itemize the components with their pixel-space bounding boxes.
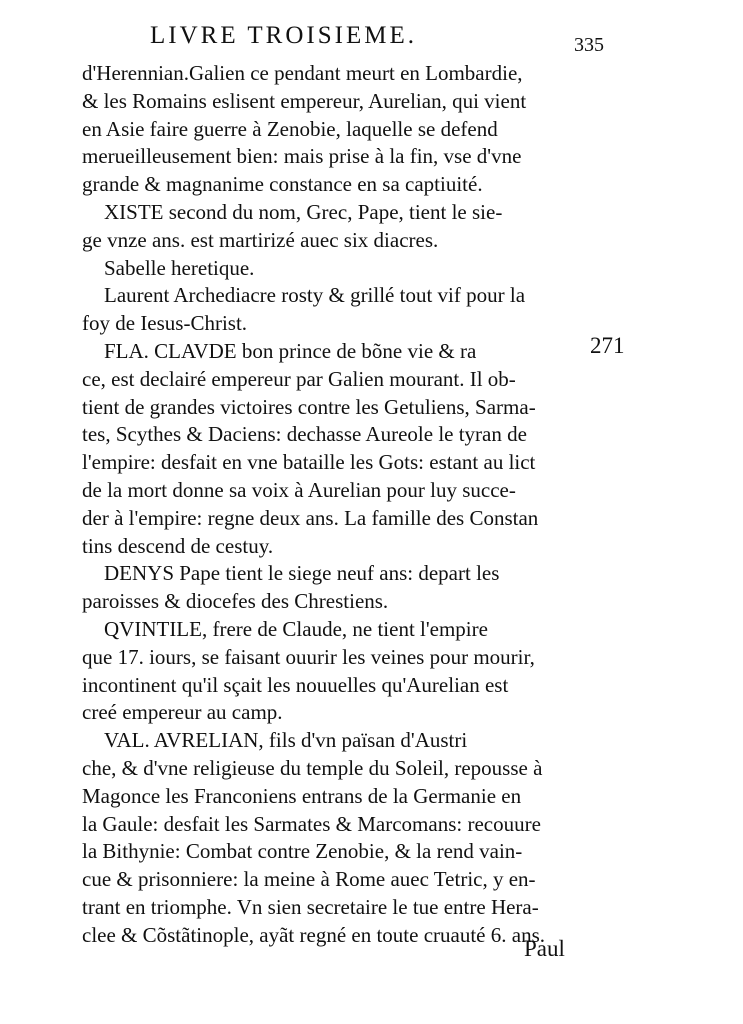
text-line: QVINTILE, frere de Claude, ne tient l'empire — [104, 616, 488, 641]
text-line: de la mort donne sa voix à Aurelian pour luy succe- — [82, 477, 516, 502]
text-line: la Gaule: desfait les Sarmates & Marcomans: recouure — [82, 811, 541, 836]
margin-year-note: 271 — [590, 333, 625, 358]
text-line: merueilleusement bien: mais prise à la fin, vse d'vne — [82, 144, 522, 169]
text-line: FLA. CLAVDE bon prince de bõne vie & ra — [104, 338, 477, 363]
text-line: tes, Scythes & Daciens: dechasse Aureole le tyran de — [82, 422, 527, 447]
text-line: grande & magnanime constance en sa captiuité. — [82, 172, 483, 197]
text-line: l'empire: desfait en vne bataille les Gots: estant au lict — [82, 450, 536, 475]
text-line: clee & Cõstãtinople, ayãt regné en toute cruauté 6. ans. — [82, 922, 545, 947]
text-line: Magonce les Franconiens entrans de la Germanie en — [82, 783, 522, 808]
text-line: tins descend de cestuy. — [82, 533, 274, 558]
text-line: XISTE second du nom, Grec, Pape, tient le sie- — [104, 199, 503, 224]
text-line: der à l'empire: regne deux ans. La famille des Constan — [82, 505, 539, 530]
text-line: creé empereur au camp. — [82, 700, 283, 725]
text-line: ce, est declairé empereur par Galien mourant. Il ob- — [82, 366, 516, 391]
text-line: en Asie faire guerre à Zenobie, laquelle se defend — [82, 116, 498, 141]
text-line: incontinent qu'il sçait les nouuelles qu'Aurelian est — [82, 672, 509, 697]
text-line: que 17. iours, se faisant ouurir les veines pour mourir, — [82, 644, 535, 669]
text-line: che, & d'vne religieuse du temple du Soleil, repousse à — [82, 755, 543, 780]
text-line: foy de Iesus-Christ. — [82, 311, 248, 336]
body-text — [82, 60, 577, 950]
text-line: DENYS Pape tient le siege neuf ans: depart les — [104, 561, 500, 586]
running-title: LIVRE TROISIEME. — [150, 22, 417, 49]
page-number: 335 — [574, 34, 604, 56]
text-line: VAL. AVRELIAN, fils d'vn païsan d'Austri — [104, 728, 468, 753]
text-line: & les Romains eslisent empereur, Aurelian, qui vient — [82, 88, 527, 113]
text-line: ge vnze ans. est martirizé auec six diacres. — [82, 227, 439, 252]
text-line: cue & prisonniere: la meine à Rome auec Tetric, y en- — [82, 867, 536, 892]
text-line: la Bithynie: Combat contre Zenobie, & la rend vain- — [82, 839, 523, 864]
text-line: d'Herennian.Galien ce pendant meurt en Lombardie, — [82, 61, 523, 85]
text-line: trant en triomphe. Vn sien secretaire le tue entre Hera- — [82, 894, 539, 919]
text-line: Sabelle heretique. — [104, 255, 255, 280]
catchword: Paul — [524, 936, 565, 961]
text-line: tient de grandes victoires contre les Getuliens, Sarma- — [82, 394, 536, 419]
text-line: Laurent Archediacre rosty & grillé tout vif pour la — [104, 283, 526, 308]
text-line: paroisses & diocefes des Chrestiens. — [82, 589, 389, 614]
